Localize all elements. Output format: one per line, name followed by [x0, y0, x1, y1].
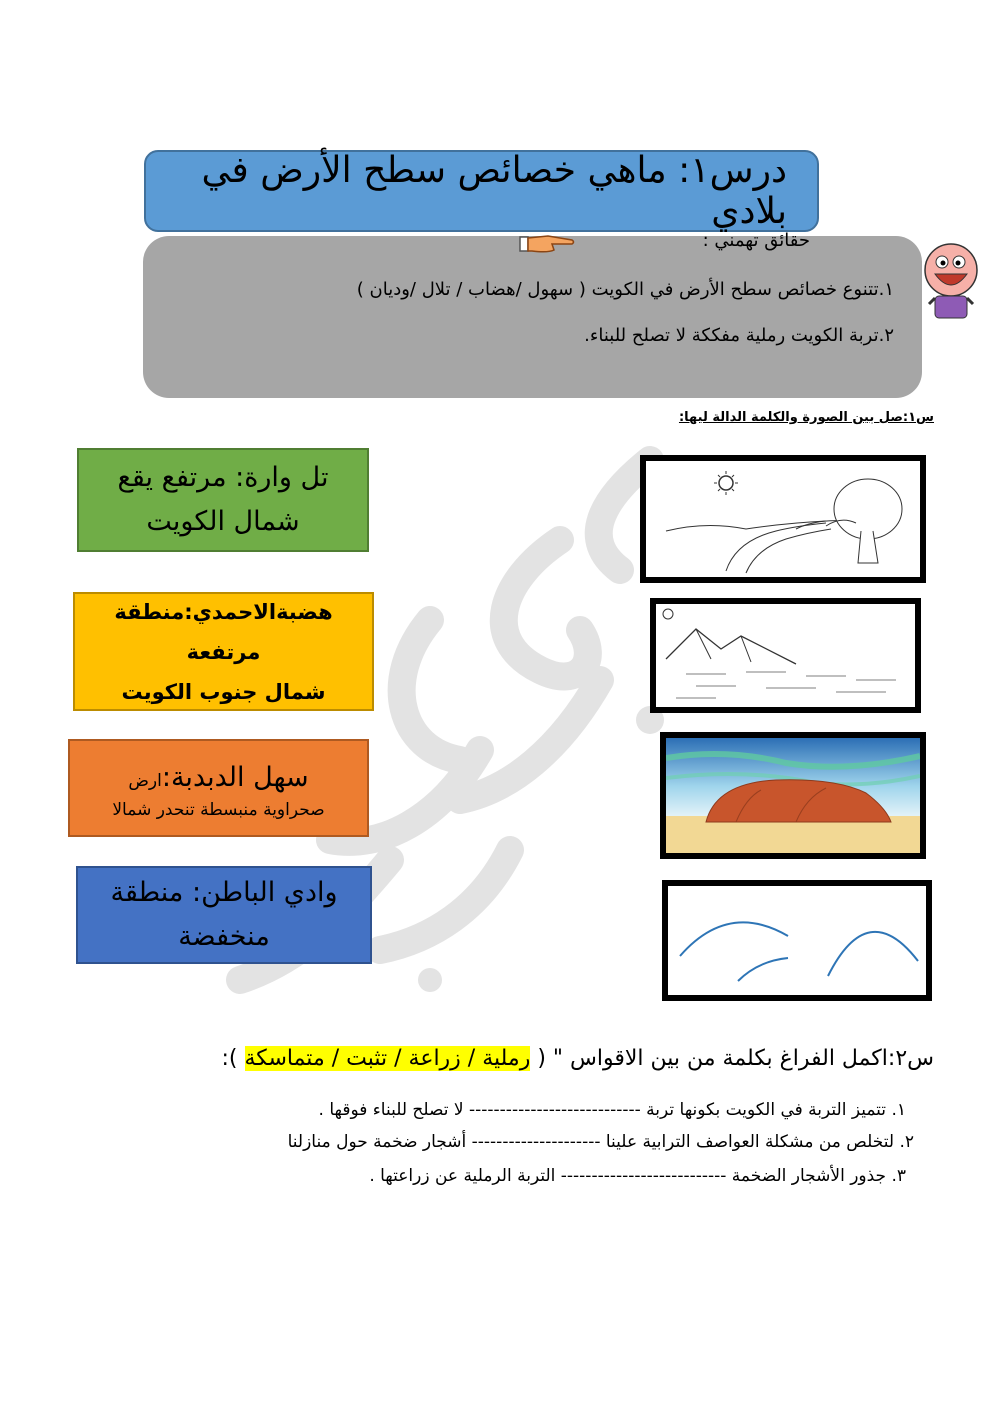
label-4-name: وادي الباطن:	[191, 877, 338, 908]
question-1-prompt: س١:صل بين الصورة والكلمة الدالة ليها:	[678, 410, 934, 425]
question-2-prompt	[222, 1046, 935, 1071]
picture-valley-hills[interactable]	[662, 880, 932, 1001]
picture-desert-rock[interactable]	[660, 732, 926, 859]
valley-drawing	[668, 886, 926, 995]
lesson-title: درس١: ماهي خصائص سطح الأرض في بلادي	[201, 150, 787, 232]
lesson-title-box	[144, 150, 819, 232]
fact-item-1: ١.تتنوع خصائص سطح الأرض في الكويت ( سهول /هضاب / تلال /وديان )	[356, 279, 894, 300]
facts-box	[143, 236, 922, 398]
plain-landscape-drawing	[646, 461, 920, 577]
label-2-line2: شمال جنوب الكويت	[121, 679, 326, 704]
fill-blank-sentence-2[interactable]: ٢. لتخلص من مشكلة العواصف الترابية علينا --------------------- أشجار ضخمة حول منازلنا	[287, 1132, 914, 1152]
label-1-line2: شمال الكويت	[146, 506, 300, 537]
label-box-dibdibah-plain[interactable]	[68, 739, 369, 837]
label-3-line2: صحراوية منبسطة تنحدر شمالا	[112, 800, 325, 820]
question-2-open-paren: (	[530, 1046, 553, 1071]
facts-header: حقائق تهمني :	[702, 230, 810, 251]
question-2-close-paren: ):	[221, 1046, 245, 1071]
pointing-hand-icon	[518, 231, 576, 255]
label-4-rest: منطقة	[110, 877, 192, 908]
label-box-ahmadi-plateau[interactable]	[73, 592, 374, 711]
mountain-landscape-drawing	[656, 604, 915, 707]
desert-rock-drawing	[666, 738, 920, 853]
fill-blank-sentence-3[interactable]: ٣. جذور الأشجار الضخمة --------------------------- التربة الرملية عن زراعتها .	[369, 1166, 906, 1186]
fact-item-2: ٢.تربة الكويت رملية مفككة لا تصلح للبناء.	[584, 325, 894, 346]
question-2-prefix: س٢:اكمل الفراغ بكلمة من بين الاقواس "	[552, 1046, 934, 1071]
label-1-rest: مرتفع يقع	[117, 462, 236, 493]
label-box-batin-valley[interactable]	[76, 866, 372, 964]
label-2-rest: منطقة مرتفعة	[114, 599, 261, 664]
picture-mountains-lake[interactable]	[650, 598, 921, 713]
question-2-options: رملية / زراعة / تثبت / متماسكة	[244, 1046, 531, 1071]
fill-blank-sentence-1[interactable]: ١. تتميز التربة في الكويت بكونها تربة ---------------------------- لا تصلح للبناء فوقها .	[318, 1100, 906, 1120]
label-1-name: تل وارة:	[235, 462, 329, 493]
label-2-name: هضبةالاحمدي:	[184, 599, 333, 624]
label-3-name: سهل الدبدبة:	[161, 762, 309, 793]
label-4-line2: منخفضة	[178, 921, 270, 952]
label-box-tal-warah[interactable]	[77, 448, 369, 552]
boy-cartoon-icon	[915, 238, 987, 322]
label-3-rest: ارض	[128, 771, 162, 791]
picture-plain-with-tree[interactable]	[640, 455, 926, 583]
